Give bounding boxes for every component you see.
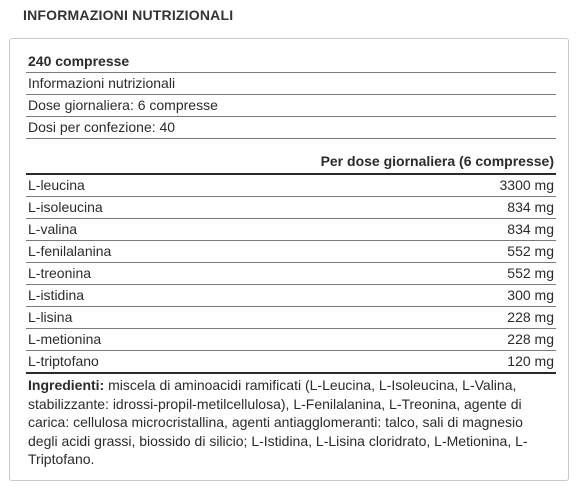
nutrient-value: 3300 mg xyxy=(499,177,554,193)
nutrient-row xyxy=(26,285,556,307)
nutrient-value: 834 mg xyxy=(507,199,554,215)
nutrient-name: L-treonina xyxy=(28,265,92,281)
ingredients-text xyxy=(28,376,553,469)
nutrient-row xyxy=(26,263,556,285)
info-row-doses-per-pack xyxy=(26,117,556,139)
nutrition-table xyxy=(26,51,556,374)
package-count: 240 compresse xyxy=(28,53,130,69)
nutrient-value: 552 mg xyxy=(507,243,554,259)
nutrient-name: L-valina xyxy=(28,221,78,237)
nutrient-value: 228 mg xyxy=(507,331,554,347)
daily-dose-label: Dose giornaliera: 6 compresse xyxy=(28,97,218,113)
nutrient-name: L-leucina xyxy=(28,177,85,193)
doses-per-pack-label: Dosi per confezione: 40 xyxy=(28,119,176,135)
nutrient-row xyxy=(26,241,556,263)
nutrient-name: L-fenilalanina xyxy=(28,243,112,259)
nutrient-name: L-triptofano xyxy=(28,353,99,369)
nutrient-value: 120 mg xyxy=(507,353,554,369)
nutrient-name: L-istidina xyxy=(28,287,85,303)
info-row-daily-dose xyxy=(26,95,556,117)
nutrient-name: L-metionina xyxy=(28,331,102,347)
table-spacer xyxy=(26,139,556,149)
nutrient-row xyxy=(26,307,556,329)
nutrient-row xyxy=(26,329,556,351)
column-header: Per dose giornaliera (6 compresse) xyxy=(26,149,556,175)
nutrient-value: 228 mg xyxy=(507,309,554,325)
nutrient-value: 552 mg xyxy=(507,265,554,281)
nutrient-value: 300 mg xyxy=(507,287,554,303)
nutrient-value: 834 mg xyxy=(507,221,554,237)
info-row-heading xyxy=(26,73,556,95)
nutrient-row xyxy=(26,197,556,219)
ingredients-label: Ingredienti: xyxy=(28,377,105,393)
nutrient-row xyxy=(26,175,556,197)
section-title: INFORMAZIONI NUTRIZIONALI xyxy=(23,7,234,23)
nutrient-row xyxy=(26,351,556,374)
info-row-package xyxy=(26,51,556,73)
nutrition-info-label: Informazioni nutrizionali xyxy=(28,75,176,91)
nutrient-name: L-isoleucina xyxy=(28,199,103,215)
nutrient-row xyxy=(26,219,556,241)
ingredients-list: miscela di aminoacidi ramificati (L-Leucina, L-Isoleucina, L-Valina, stabilizzante: idrossi-propil-metilcellulosa), L-Fenilalanina, L-Treonina, agente di carica: cellulosa microcristallina, agenti antiagglomeranti: talco, sali di magnesio degli acidi grassi, biossido di silicio; L-Istidina, L-Lisina cloridrato, L-Metionina, L-Triptofano. xyxy=(28,377,528,467)
nutrient-name: L-lisina xyxy=(28,309,73,325)
